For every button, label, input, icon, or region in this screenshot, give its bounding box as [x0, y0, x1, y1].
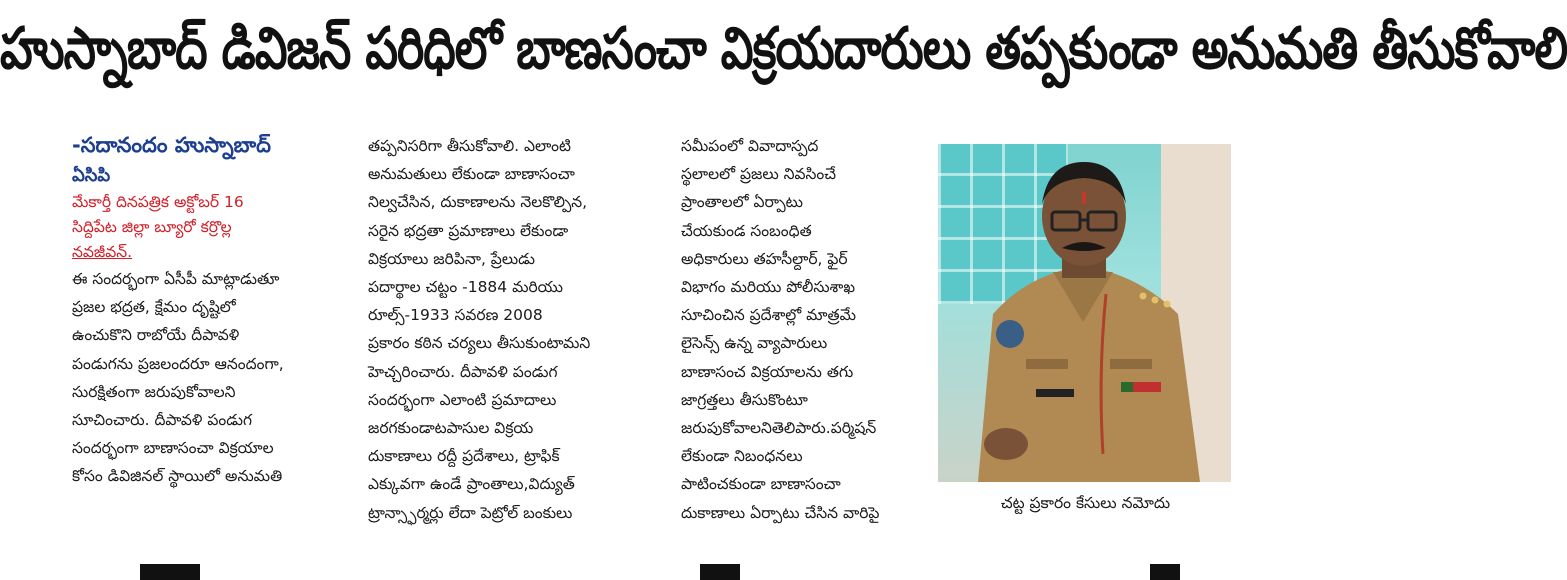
- text-line: జరుపుకోవాలనితెలిపారు.పర్మిషన్: [681, 419, 877, 438]
- text-line: సందర్భంగా ఎలాంటి ప్రమాదాలు: [368, 390, 557, 409]
- text-line: ప్రజల భద్రత, క్షేమం దృష్టిలో: [72, 298, 236, 317]
- text-line: ట్రాన్స్ఫార్మర్లు లేదా పెట్రోల్ బంకులు: [368, 503, 573, 522]
- text-line: ఎక్కువగా ఉండే ప్రాంతాలు,విద్యుత్: [368, 475, 575, 494]
- text-line: దుకాణాలు ఏర్పాటు చేసిన వారిపై: [681, 503, 880, 522]
- text-line: బాణాసంచ విక్రయాలను తగు: [681, 362, 854, 381]
- text-line: పదార్థాల చట్టం -1884 మరియు: [368, 278, 563, 297]
- text-line: అనుమతులు లేకుండా బాణాసంచా: [368, 165, 575, 184]
- text-line: తప్పనిసరిగా తీసుకోవాలి. ఎలాంటి: [368, 137, 571, 155]
- text-line: లైసెన్స్ ఉన్న వ్యాపారులు: [681, 334, 828, 353]
- column-1-text: [72, 265, 352, 491]
- officer-figure: [938, 144, 1231, 482]
- text-line: కోసం డివిజినల్ స్థాయిలో అనుమతి: [72, 467, 283, 486]
- text-line: సూచించారు. దీపావళి పండుగ: [72, 411, 253, 430]
- text-line: ఈ సందర్భంగా ఏసీపీ మాట్లాడుతూ: [72, 270, 280, 288]
- text-line: జరగకుండాటపాసుల విక్రయ: [368, 419, 534, 438]
- text-line: సందర్భంగా బాణాసంచా విక్రయాల: [72, 439, 274, 458]
- byline-role: ఏసిపి: [72, 165, 111, 186]
- dateline-line: సిద్దిపేట జిల్లా బ్యూరో కర్రొల్ల: [72, 218, 232, 236]
- text-line: విక్రయాలు జరిపినా, ప్రేలుడు: [368, 249, 536, 268]
- text-line: ప్రాంతాలలో ఏర్పాటు: [681, 193, 803, 212]
- text-line: సూచించిన ప్రదేశాల్లో మాత్రమే: [681, 306, 856, 325]
- text-line: అధికారులు తహసీల్దార్, ఫైర్: [681, 249, 848, 268]
- text-line: ఉంచుకొని రాబోయే దీపావళి: [72, 326, 240, 345]
- text-line: దుకాణాలు రద్దీ ప్రదేశాలు, ట్రాఫిక్: [368, 447, 560, 466]
- byline: -సదానందం హుస్నాబాద్: [72, 133, 271, 157]
- photo-caption: చట్ట ప్రకారం కేసులు నమోదు: [1000, 494, 1171, 512]
- headline: హుస్నాబాద్ డివిజన్ పరిధిలో బాణసంచా విక్రయదారులు తప్పకుండా అనుమతి తీసుకోవాలి: [0, 14, 1567, 82]
- text-line: సమీపంలో వివాదాస్పద: [681, 137, 819, 155]
- text-line: ప్రకారం కఠిన చర్యలు తీసుకుంటామని: [368, 334, 591, 353]
- text-line: లేకుండా నిబంధనలు: [681, 447, 803, 466]
- text-line: పాటించకుండా బాణాసంచా: [681, 475, 841, 494]
- article-column-1: [72, 128, 352, 491]
- text-line: హెచ్చరించారు. దీపావళి పండుగ: [368, 362, 558, 381]
- article-column-3: [681, 132, 941, 527]
- dateline-line: నవజీవన్.: [72, 243, 133, 261]
- text-line: విభాగం మరియు పోలీసుశాఖ: [681, 278, 856, 297]
- text-line: జాగ్రత్తలు తీసుకొంటూ: [681, 390, 808, 409]
- text-line: నిల్వచేసిన, దుకాణాలను నెలకొల్పిన,: [368, 193, 588, 212]
- dateline-line: మేకార్తీ దినపత్రిక అక్టోబర్ 16: [72, 193, 244, 211]
- text-line: స్థలాలలో ప్రజలు నివసించే: [681, 165, 837, 184]
- text-line: పండుగను ప్రజలందరూ ఆనందంగా,: [72, 354, 284, 373]
- text-line: సరైన భద్రతా ప్రమాణాలు లేకుండా: [368, 221, 569, 240]
- officer-photo: [938, 144, 1231, 482]
- next-headline-fragment: [0, 556, 1296, 579]
- text-line: రూల్స్-1933 సవరణ 2008: [368, 306, 543, 325]
- dateline: [72, 190, 352, 265]
- text-line: చేయకుండ సంబంధిత: [681, 221, 812, 240]
- text-line: సురక్షితంగా జరుపుకోవాలని: [72, 382, 236, 401]
- article-column-2: [368, 132, 668, 527]
